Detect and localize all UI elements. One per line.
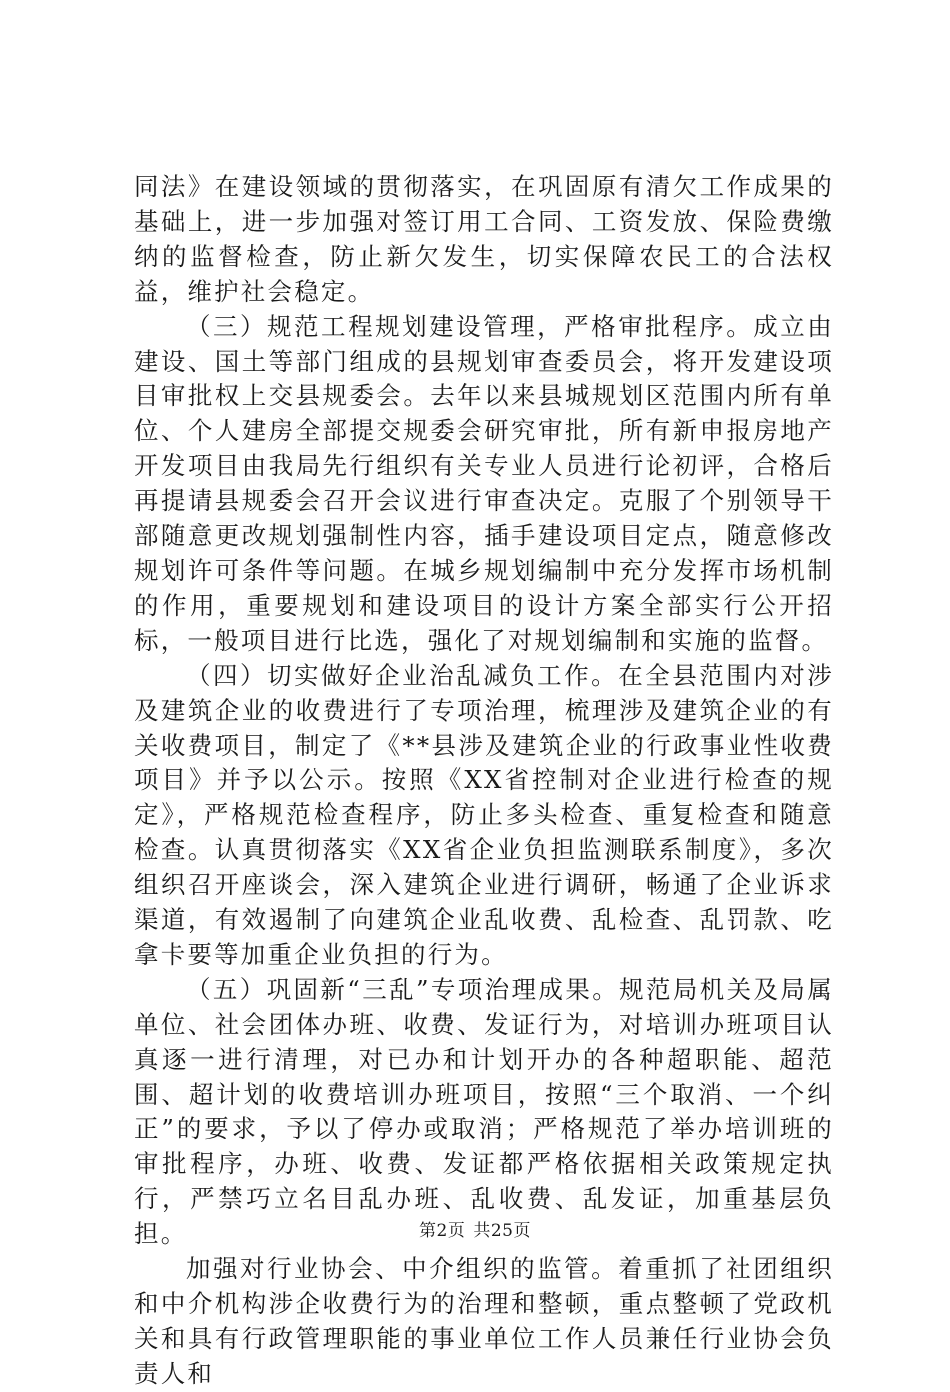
paragraph-section-3: （三）规范工程规划建设管理，严格审批程序。成立由建设、国土等部门组成的县规划审查委员会，将开发建设项目审批权上交县规委会。去年以来县城规划区范围内所有单位、个人建房全部提交规委会研究审批，所有新申报房地产开发项目由我局先行组织有关专业人员进行论初评，合格后再提请县规委会召开会议进行审查决定。克服了个别领导干部随意更改规划强制性内容，插手建设项目定点，随意修改规划许可条件等问题。在城乡规划编制中充分发挥市场机制的作用，重要规划和建设项目的设计方案全部实行公开招标，一般项目进行比选，强化了对规划编制和实施的监督。 xyxy=(134,311,834,655)
paragraph-section-5: （五）巩固新“三乱”专项治理成果。规范局机关及局属单位、社会团体办班、收费、发证行为，对培训办班项目认真逐一进行清理，对已办和计划开办的各种超职能、超范围、超计划的收费培训办班项目，按照“三个取消、一个纠正”的要求，予以了停办或取消；严格规范了举办培训班的审批程序，办班、收费、发证都严格依据相关政策规定执行，严禁巧立名目乱办班、乱收费、乱发证，加重基层负担。 xyxy=(134,974,834,1249)
paragraph-section-4: （四）切实做好企业治乱减负工作。在全县范围内对涉及建筑企业的收费进行了专项治理，梳理涉及建筑企业的有关收费项目，制定了《**县涉及建筑企业的行政事业性收费项目》并予以公示。按照《XX省控制对企业进行检查的规定》，严格规范检查程序，防止多头检查、重复检查和随意检查。认真贯彻落实《XX省企业负担监测联系制度》，多次组织召开座谈会，深入建筑企业进行调研，畅通了企业诉求渠道，有效遏制了向建筑企业乱收费、乱检查、乱罚款、吃拿卡要等加重企业负担的行为。 xyxy=(134,660,834,969)
total-page-count: 共25页 xyxy=(473,1221,531,1241)
paragraph-continuation: 同法》在建设领域的贯彻落实，在巩固原有清欠工作成果的基础上，进一步加强对签订用工合同、工资发放、保险费缴纳的监督检查，防止新欠发生，切实保障农民工的合法权益，维护社会稳定。 xyxy=(134,172,834,306)
paragraph-supervision: 加强对行业协会、中介组织的监管。着重抓了社团组织和中介机构涉企收费行为的治理和整顿，重点整顿了党政机关和具有行政管理职能的事业单位工作人员兼任行业协会负责人和 xyxy=(134,1254,834,1388)
current-page-number: 第2页 xyxy=(419,1221,466,1241)
document-body xyxy=(134,170,834,1392)
page-footer xyxy=(0,1216,950,1241)
